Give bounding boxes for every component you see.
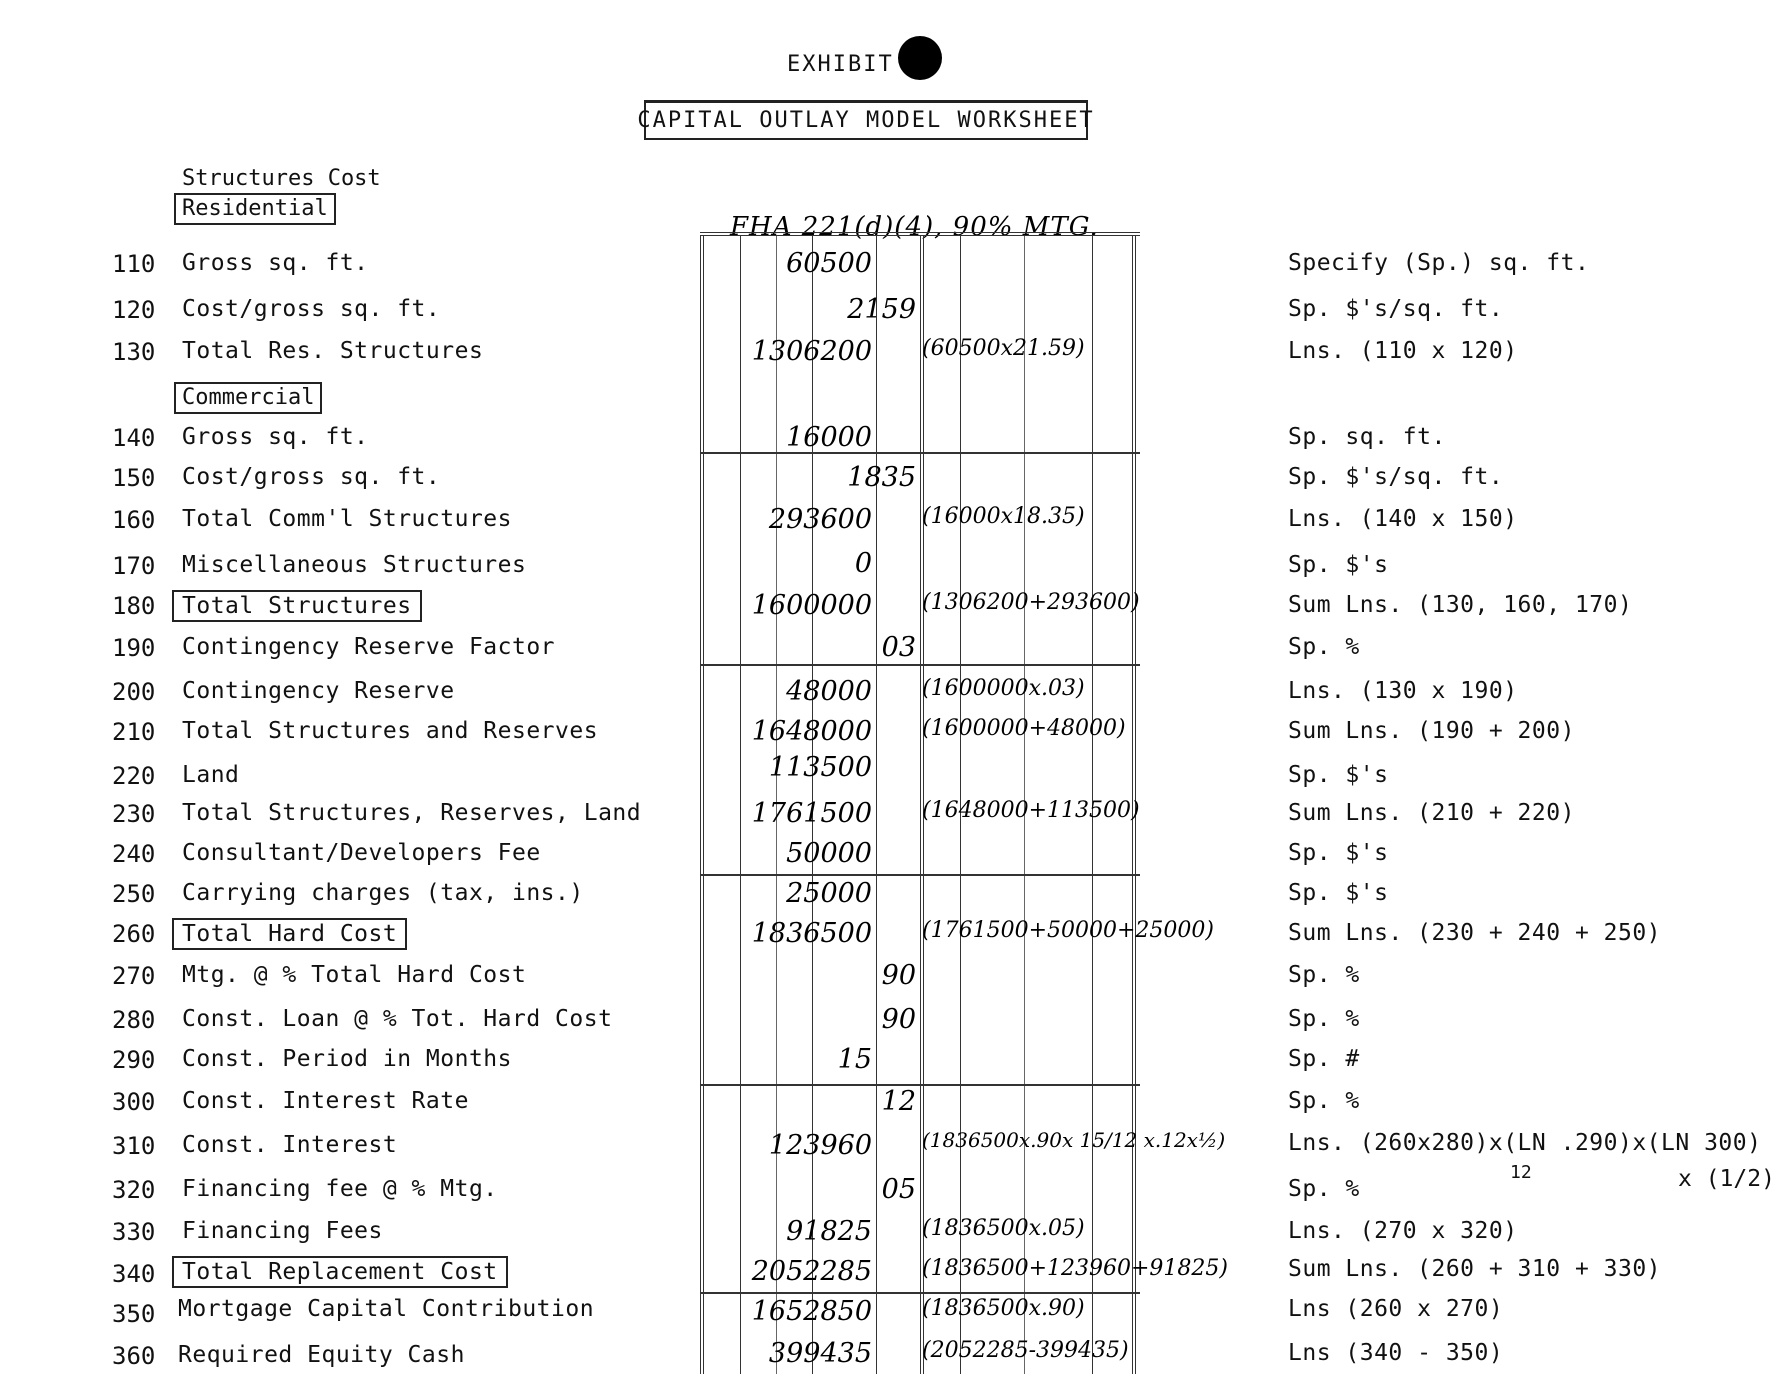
row-label: Total Res. Structures xyxy=(182,338,484,364)
row-label: Miscellaneous Structures xyxy=(182,552,527,578)
row-label: Mortgage Capital Contribution xyxy=(178,1296,595,1322)
row-number: 270 xyxy=(112,962,156,990)
row-value: 1761500 xyxy=(751,798,872,829)
row-value: 15 xyxy=(837,1044,872,1075)
row-note: Sp. % xyxy=(1288,1176,1360,1202)
row-value: 293600 xyxy=(768,504,872,535)
row-value: 1835 xyxy=(847,462,916,493)
ledger-line xyxy=(876,236,877,1374)
row-label: Contingency Reserve Factor xyxy=(182,634,556,660)
section-commercial: Commercial xyxy=(174,382,322,414)
row-note: Sp. $'s xyxy=(1288,762,1389,788)
row-calculation: (1306200+293600) xyxy=(922,590,1140,615)
exhibit-label: EXHIBIT xyxy=(787,52,894,77)
row-number: 170 xyxy=(112,552,156,580)
ledger-rule xyxy=(700,664,1140,666)
ledger-line xyxy=(700,236,704,1374)
row-label: Total Structures, Reserves, Land xyxy=(182,800,642,826)
row-note-tail: x (1/2) xyxy=(1678,1166,1775,1192)
row-note: Sp. $'s xyxy=(1288,552,1389,578)
row-value: 1648000 xyxy=(751,716,872,747)
row-value: 2052285 xyxy=(751,1256,872,1287)
row-note: Sp. sq. ft. xyxy=(1288,424,1446,450)
row-note: Sp. # xyxy=(1288,1046,1360,1072)
row-value: 48000 xyxy=(786,676,872,707)
row-number: 260 xyxy=(112,920,156,948)
exhibit-marker-dot xyxy=(898,36,942,80)
row-note: Sum Lns. (190 + 200) xyxy=(1288,718,1575,744)
row-note: Specify (Sp.) sq. ft. xyxy=(1288,250,1590,276)
structures-cost-heading: Structures Cost xyxy=(182,166,381,191)
row-label: Cost/gross sq. ft. xyxy=(182,464,441,490)
row-value: 1836500 xyxy=(751,918,872,949)
row-number: 150 xyxy=(112,464,156,492)
row-number: 110 xyxy=(112,250,156,278)
row-value: 05 xyxy=(881,1174,916,1205)
row-label: Cost/gross sq. ft. xyxy=(182,296,441,322)
row-label: Consultant/Developers Fee xyxy=(182,840,541,866)
row-value: 50000 xyxy=(786,838,872,869)
row-number: 180 xyxy=(112,592,156,620)
row-value: 1600000 xyxy=(751,590,872,621)
row-label: Total Hard Cost xyxy=(172,918,407,950)
ledger-rule xyxy=(700,1084,1140,1086)
row-label: Financing fee @ % Mtg. xyxy=(182,1176,498,1202)
row-note: Lns. (130 x 190) xyxy=(1288,678,1518,704)
row-number: 330 xyxy=(112,1218,156,1246)
row-label: Land xyxy=(182,762,240,788)
row-calculation: (1600000x.03) xyxy=(922,676,1085,701)
row-number: 230 xyxy=(112,800,156,828)
row-label: Required Equity Cash xyxy=(178,1342,465,1368)
row-number: 190 xyxy=(112,634,156,662)
row-number: 220 xyxy=(112,762,156,790)
row-calculation: (2052285-399435) xyxy=(922,1338,1129,1363)
row-number: 200 xyxy=(112,678,156,706)
row-label: Const. Interest Rate xyxy=(182,1088,469,1114)
row-note: Lns (340 - 350) xyxy=(1288,1340,1504,1366)
row-label: Total Structures and Reserves xyxy=(182,718,599,744)
row-calculation: (16000x18.35) xyxy=(922,504,1085,529)
row-label: Contingency Reserve xyxy=(182,678,455,704)
row-number: 350 xyxy=(112,1300,156,1328)
row-calculation: (1836500+123960+91825) xyxy=(922,1256,1228,1281)
row-number: 140 xyxy=(112,424,156,452)
row-number: 160 xyxy=(112,506,156,534)
row-number: 130 xyxy=(112,338,156,366)
ledger-rule xyxy=(700,1292,1140,1294)
ledger-rule xyxy=(700,874,1140,876)
row-note: Lns. (110 x 120) xyxy=(1288,338,1518,364)
row-calculation: (60500x21.59) xyxy=(922,336,1085,361)
row-value: 1306200 xyxy=(751,336,872,367)
row-note: Lns. (260x280)x(LN .290)x(LN 300) xyxy=(1288,1130,1762,1156)
row-number: 290 xyxy=(112,1046,156,1074)
row-label: Const. Interest xyxy=(182,1132,398,1158)
row-label: Const. Period in Months xyxy=(182,1046,512,1072)
section-residential: Residential xyxy=(174,193,336,225)
row-note: Sp. $'s/sq. ft. xyxy=(1288,464,1504,490)
row-note: Sum Lns. (230 + 240 + 250) xyxy=(1288,920,1662,946)
row-note: Lns. (140 x 150) xyxy=(1288,506,1518,532)
row-note-denominator: 12 xyxy=(1510,1162,1532,1183)
row-value: 399435 xyxy=(768,1338,872,1369)
row-value: 0 xyxy=(854,548,872,579)
row-number: 280 xyxy=(112,1006,156,1034)
fha-handwritten-note: FHA 221(d)(4), 90% MTG. xyxy=(730,212,1099,242)
ledger-line xyxy=(740,236,741,1374)
row-note: Sp. $'s xyxy=(1288,840,1389,866)
ledger-rule xyxy=(700,452,1140,454)
row-label: Mtg. @ % Total Hard Cost xyxy=(182,962,527,988)
row-label: Total Replacement Cost xyxy=(172,1256,508,1288)
row-label: Gross sq. ft. xyxy=(182,424,369,450)
row-number: 240 xyxy=(112,840,156,868)
row-number: 120 xyxy=(112,296,156,324)
row-value: 113500 xyxy=(768,752,872,783)
row-label: Const. Loan @ % Tot. Hard Cost xyxy=(182,1006,613,1032)
row-label: Total Structures xyxy=(172,590,422,622)
row-value: 90 xyxy=(881,1004,916,1035)
row-number: 250 xyxy=(112,880,156,908)
row-number: 320 xyxy=(112,1176,156,1204)
row-number: 210 xyxy=(112,718,156,746)
row-label: Total Comm'l Structures xyxy=(182,506,512,532)
worksheet-title-text: CAPITAL OUTLAY MODEL WORKSHEET xyxy=(637,108,1095,133)
row-note: Sum Lns. (260 + 310 + 330) xyxy=(1288,1256,1662,1282)
row-calculation: (1836500x.90x 15/12 x.12x½) xyxy=(922,1128,1226,1152)
row-note: Lns (260 x 270) xyxy=(1288,1296,1504,1322)
worksheet-title xyxy=(637,100,1095,140)
row-note: Sp. % xyxy=(1288,1006,1360,1032)
row-value: 123960 xyxy=(768,1130,872,1161)
row-value: 60500 xyxy=(786,248,872,279)
row-value: 25000 xyxy=(786,878,872,909)
row-value: 91825 xyxy=(786,1216,872,1247)
row-calculation: (1600000+48000) xyxy=(922,716,1126,741)
row-calculation: (1761500+50000+25000) xyxy=(922,918,1214,943)
row-number: 360 xyxy=(112,1342,156,1370)
row-value: 12 xyxy=(881,1086,916,1117)
row-calculation: (1836500x.90) xyxy=(922,1296,1085,1321)
row-number: 340 xyxy=(112,1260,156,1288)
row-calculation: (1836500x.05) xyxy=(922,1216,1085,1241)
row-note: Sum Lns. (210 + 220) xyxy=(1288,800,1575,826)
row-note: Sp. % xyxy=(1288,1088,1360,1114)
row-label: Financing Fees xyxy=(182,1218,383,1244)
row-label: Gross sq. ft. xyxy=(182,250,369,276)
row-note: Sp. % xyxy=(1288,962,1360,988)
row-note: Sp. $'s/sq. ft. xyxy=(1288,296,1504,322)
row-note: Lns. (270 x 320) xyxy=(1288,1218,1518,1244)
row-note: Sp. $'s xyxy=(1288,880,1389,906)
row-note: Sp. % xyxy=(1288,634,1360,660)
row-value: 16000 xyxy=(786,422,872,453)
row-note: Sum Lns. (130, 160, 170) xyxy=(1288,592,1633,618)
row-value: 2159 xyxy=(847,294,916,325)
row-label: Carrying charges (tax, ins.) xyxy=(182,880,584,906)
row-value: 03 xyxy=(881,632,916,663)
row-value: 90 xyxy=(881,960,916,991)
row-calculation: (1648000+113500) xyxy=(922,798,1140,823)
row-value: 1652850 xyxy=(751,1296,872,1327)
row-number: 300 xyxy=(112,1088,156,1116)
row-number: 310 xyxy=(112,1132,156,1160)
